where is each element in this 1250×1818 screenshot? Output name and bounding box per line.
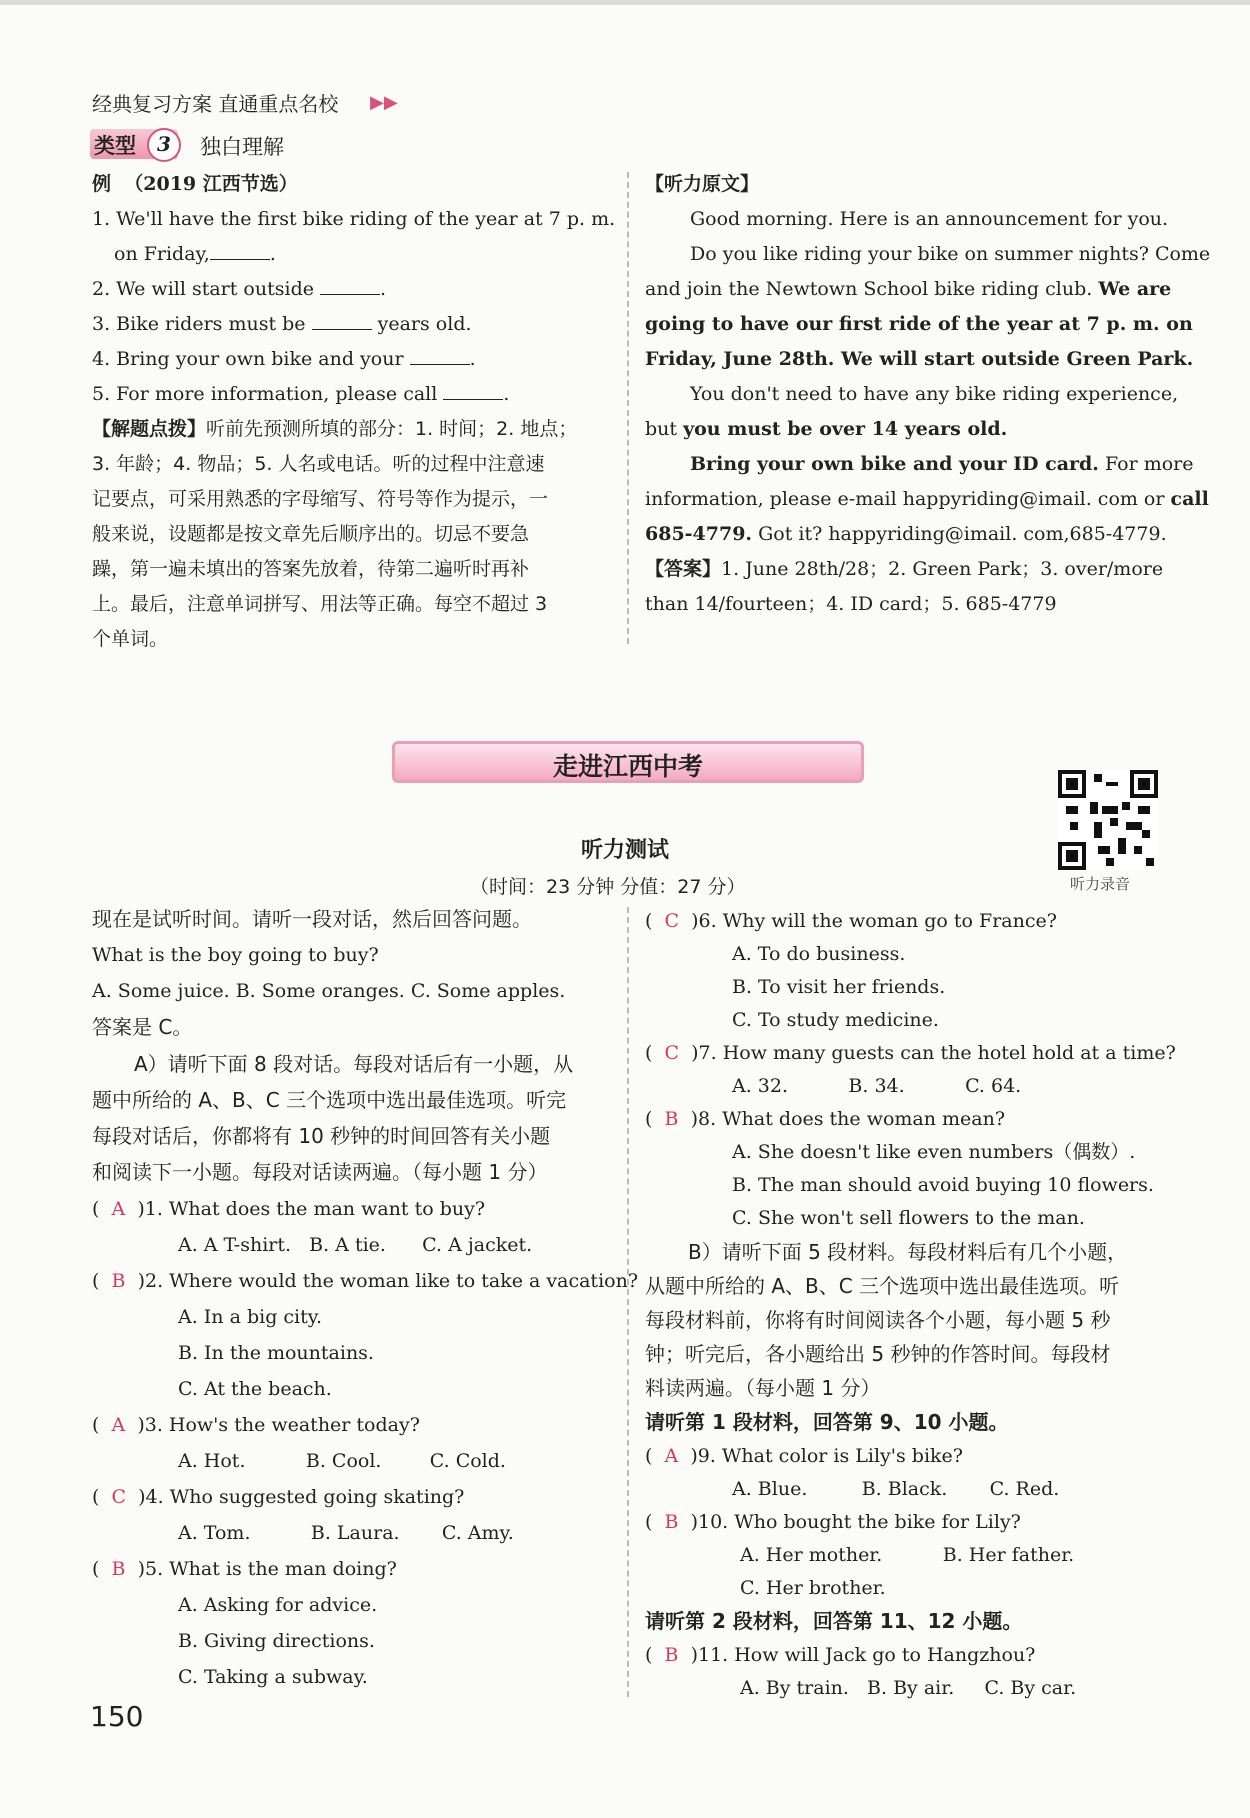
material-1-label: 请听第 1 段材料，回答第 9、10 小题。 <box>645 1410 1009 1434</box>
example-item-2-text: 2. We will start outside <box>92 278 314 300</box>
answer-text: 1. June 28th/28；2. Green Park；3. over/more <box>721 558 1164 580</box>
example-item-3-text: 3. Bike riders must be <box>92 313 306 335</box>
time-score: （时间：23 分钟 分值：27 分） <box>470 876 746 898</box>
example-item-5: 5. For more information, please call . <box>92 383 510 405</box>
example-item-1b-text: on Friday, <box>114 243 210 265</box>
question-8-option-b: B. The man should avoid buying 10 flowers. <box>732 1174 1154 1196</box>
trial-options: A. Some juice. B. Some oranges. C. Some apples. <box>92 980 566 1002</box>
transcript-line-1: Good morning. Here is an announcement for you. <box>690 208 1169 230</box>
partA-line-4: 和阅读下一小题。每段对话读两遍。（每小题 1 分） <box>92 1160 548 1184</box>
answer-label: 【答案】 <box>645 558 722 580</box>
answer-mark: A <box>111 1198 126 1220</box>
transcript-key: We are <box>1098 278 1172 300</box>
example-source: （2019 江西节选） <box>124 173 298 195</box>
question-9: ( A )9. What color is Lily's bike? <box>645 1445 963 1467</box>
partB-line-3: 每段材料前，你将有时间阅读各个小题，每小题 5 秒 <box>645 1308 1111 1332</box>
answer-blank <box>410 346 470 365</box>
transcript-line-6: You don't need to have any bike riding experience, <box>690 383 1179 405</box>
column-divider <box>627 172 629 644</box>
question-2-option-c: C. At the beach. <box>178 1378 332 1400</box>
question-text: )6. Why will the woman go to France? <box>691 910 1057 932</box>
transcript-line-5: Friday, June 28th. We will start outside Green Park. <box>645 348 1194 370</box>
transcript-line-4: going to have our first ride of the year at 7 p. m. on <box>645 313 1193 335</box>
question-6: ( C )6. Why will the woman go to France? <box>645 910 1057 932</box>
transcript-key: you must be over 14 years old. <box>683 418 1008 440</box>
partB-line-2: 从题中所给的 A、B、C 三个选项中选出最佳选项。听 <box>645 1274 1120 1298</box>
answer-mark: B <box>664 1108 679 1130</box>
example-item-4: 4. Bring your own bike and your . <box>92 348 476 370</box>
partA-line-1: A）请听下面 8 段对话。每段对话后有一小题，从 <box>134 1052 574 1076</box>
answer-blank <box>320 276 380 295</box>
question-8-option-c: C. She won't sell flowers to the man. <box>732 1207 1085 1229</box>
question-5: ( B )5. What is the man doing? <box>92 1558 397 1580</box>
question-11: ( B )11. How will Jack go to Hangzhou? <box>645 1644 1036 1666</box>
tip-line-5: 躁，第一遍未填出的答案先放着，待第二遍听时再补 <box>92 558 530 580</box>
type-number: 3 <box>147 128 181 162</box>
transcript-text: information, please e-mail happyriding@imail. com or <box>645 488 1165 510</box>
example-item-5-text: 5. For more information, please call <box>92 383 438 405</box>
example-item-1: 1. We'll have the first bike riding of the year at 7 p. m. <box>92 208 616 230</box>
question-6-option-a: A. To do business. <box>732 943 906 965</box>
tip-line-1 <box>92 416 577 442</box>
question-text: )1. What does the man want to buy? <box>137 1198 486 1220</box>
question-text: )10. Who bought the bike for Lily? <box>690 1511 1021 1533</box>
answer-mark: B <box>111 1270 126 1292</box>
question-5-option-a: A. Asking for advice. <box>178 1594 378 1616</box>
tip-line-7: 个单词。 <box>92 628 169 650</box>
transcript-text: but <box>645 418 678 440</box>
trial-answer: 答案是 C。 <box>92 1015 193 1039</box>
question-text: )9. What color is Lily's bike? <box>690 1445 963 1467</box>
material-2-label: 请听第 2 段材料，回答第 11、12 小题。 <box>645 1609 1023 1633</box>
question-text: )2. Where would the woman like to take a vacation? <box>137 1270 639 1292</box>
transcript-line-7 <box>645 416 1007 442</box>
transcript-text: Got it? happyriding@imail. com,685-4779. <box>758 523 1167 545</box>
tip-text: 听前先预测所填的部分：1. 时间；2. 地点； <box>206 418 578 440</box>
page-number: 150 <box>90 1700 144 1733</box>
qr-label: 听力录音 <box>1070 875 1131 893</box>
type-label: 类型 <box>94 134 136 158</box>
question-6-option-c: C. To study medicine. <box>732 1009 939 1031</box>
question-4: ( C )4. Who suggested going skating? <box>92 1486 465 1508</box>
question-8-option-a: A. She doesn't like even numbers（偶数）. <box>732 1141 1136 1163</box>
section-banner-title: 走进江西中考 <box>552 752 703 781</box>
question-6-option-b: B. To visit her friends. <box>732 976 946 998</box>
question-2-option-a: A. In a big city. <box>178 1306 322 1328</box>
answer-mark: B <box>664 1511 679 1533</box>
transcript-label: 【听力原文】 <box>645 173 760 195</box>
transcript-line-2: Do you like riding your bike on summer nights? Come <box>690 243 1211 265</box>
question-text: )8. What does the woman mean? <box>690 1108 1006 1130</box>
transcript-line-8 <box>690 451 1193 477</box>
answer-mark: C <box>664 910 680 932</box>
question-5-option-c: C. Taking a subway. <box>178 1666 368 1688</box>
question-10-option-c: C. Her brother. <box>740 1577 886 1599</box>
type-title: 独白理解 <box>200 135 284 159</box>
question-8: ( B )8. What does the woman mean? <box>645 1108 1006 1130</box>
answer-line-1 <box>645 556 1163 582</box>
tip-line-4: 般来说，设题都是按文章先后顺序出的。切忌不要急 <box>92 523 530 545</box>
qr-code-icon[interactable] <box>1058 770 1158 870</box>
question-2-option-b: B. In the mountains. <box>178 1342 374 1364</box>
double-chevron-right-icon: ▶▶ <box>370 92 398 113</box>
transcript-text: For more <box>1104 453 1194 475</box>
example-item-3-tail: years old. <box>377 313 472 335</box>
answer-blank <box>443 381 503 400</box>
partA-line-2: 题中所给的 A、B、C 三个选项中选出最佳选项。听完 <box>92 1088 567 1112</box>
answer-mark: A <box>664 1445 679 1467</box>
question-text: )4. Who suggested going skating? <box>138 1486 465 1508</box>
example-item-3 <box>92 311 472 337</box>
tip-label: 【解题点拨】 <box>92 418 207 440</box>
answer-blank <box>210 241 270 260</box>
question-3: ( A )3. How's the weather today? <box>92 1414 420 1436</box>
answer-mark: C <box>664 1042 680 1064</box>
tip-line-3: 记要点，可采用熟悉的字母缩写、符号等作为提示，一 <box>92 488 549 510</box>
example-label <box>92 171 298 197</box>
answer-blank <box>312 311 372 330</box>
question-11-options: A. By train. B. By air. C. By car. <box>740 1677 1077 1699</box>
partB-line-4: 钟；听完后，各小题给出 5 秒钟的作答时间。每段材 <box>645 1342 1111 1366</box>
transcript-line-9 <box>645 486 1209 512</box>
partB-line-1: B）请听下面 5 段材料。每段材料后有几个小题， <box>688 1240 1128 1264</box>
trial-question: What is the boy going to buy? <box>92 944 379 966</box>
transcript-key: call <box>1170 488 1209 510</box>
question-text: )3. How's the weather today? <box>137 1414 420 1436</box>
series-header: 经典复习方案 直通重点名校 <box>92 92 339 116</box>
question-text: )5. What is the man doing? <box>137 1558 397 1580</box>
transcript-key: 685-4779. <box>645 523 753 545</box>
example-label-text: 例 <box>92 173 112 195</box>
question-1: ( A )1. What does the man want to buy? <box>92 1198 486 1220</box>
question-5-option-b: B. Giving directions. <box>178 1630 375 1652</box>
example-item-2: 2. We will start outside . <box>92 278 387 300</box>
question-10: ( B )10. Who bought the bike for Lily? <box>645 1511 1021 1533</box>
partB-line-5: 料读两遍。（每小题 1 分） <box>645 1376 881 1400</box>
question-text: )7. How many guests can the hotel hold at a time? <box>691 1042 1176 1064</box>
transcript-line-3 <box>645 276 1171 302</box>
column-divider <box>627 907 629 1697</box>
partA-line-3: 每段对话后，你都将有 10 秒钟的时间回答有关小题 <box>92 1124 551 1148</box>
answer-mark: B <box>111 1558 126 1580</box>
question-2: ( B )2. Where would the woman like to take a vacation? <box>92 1270 639 1292</box>
answer-mark: C <box>111 1486 127 1508</box>
listening-test-title: 听力测试 <box>580 838 669 863</box>
question-7: ( C )7. How many guests can the hotel hold at a time? <box>645 1042 1176 1064</box>
answer-mark: A <box>111 1414 126 1436</box>
answer-line-2: than 14/fourteen；4. ID card；5. 685-4779 <box>645 593 1057 615</box>
question-3-options: A. Hot. B. Cool. C. Cold. <box>178 1450 506 1472</box>
top-rule <box>0 0 1250 5</box>
answer-mark: B <box>664 1644 679 1666</box>
transcript-key: Bring your own bike and your ID card. <box>690 453 1099 475</box>
question-10-options-ab: A. Her mother. B. Her father. <box>740 1544 1075 1566</box>
tip-line-2: 3. 年龄；4. 物品；5. 人名或电话。听的过程中注意速 <box>92 453 545 475</box>
question-4-options: A. Tom. B. Laura. C. Amy. <box>178 1522 514 1544</box>
example-item-1b: on Friday, . <box>114 243 276 265</box>
question-9-options: A. Blue. B. Black. C. Red. <box>732 1478 1060 1500</box>
question-7-options: A. 32. B. 34. C. 64. <box>732 1075 1022 1097</box>
transcript-text: and join the Newtown School bike riding club. <box>645 278 1093 300</box>
trial-intro: 现在是试听时间。请听一段对话，然后回答问题。 <box>92 907 532 931</box>
tip-line-6: 上。最后，注意单词拼写、用法等正确。每空不超过 3 <box>92 593 548 615</box>
example-item-4-text: 4. Bring your own bike and your <box>92 348 404 370</box>
question-text: )11. How will Jack go to Hangzhou? <box>690 1644 1036 1666</box>
transcript-line-10 <box>645 521 1167 547</box>
question-1-options: A. A T-shirt. B. A tie. C. A jacket. <box>178 1234 533 1256</box>
